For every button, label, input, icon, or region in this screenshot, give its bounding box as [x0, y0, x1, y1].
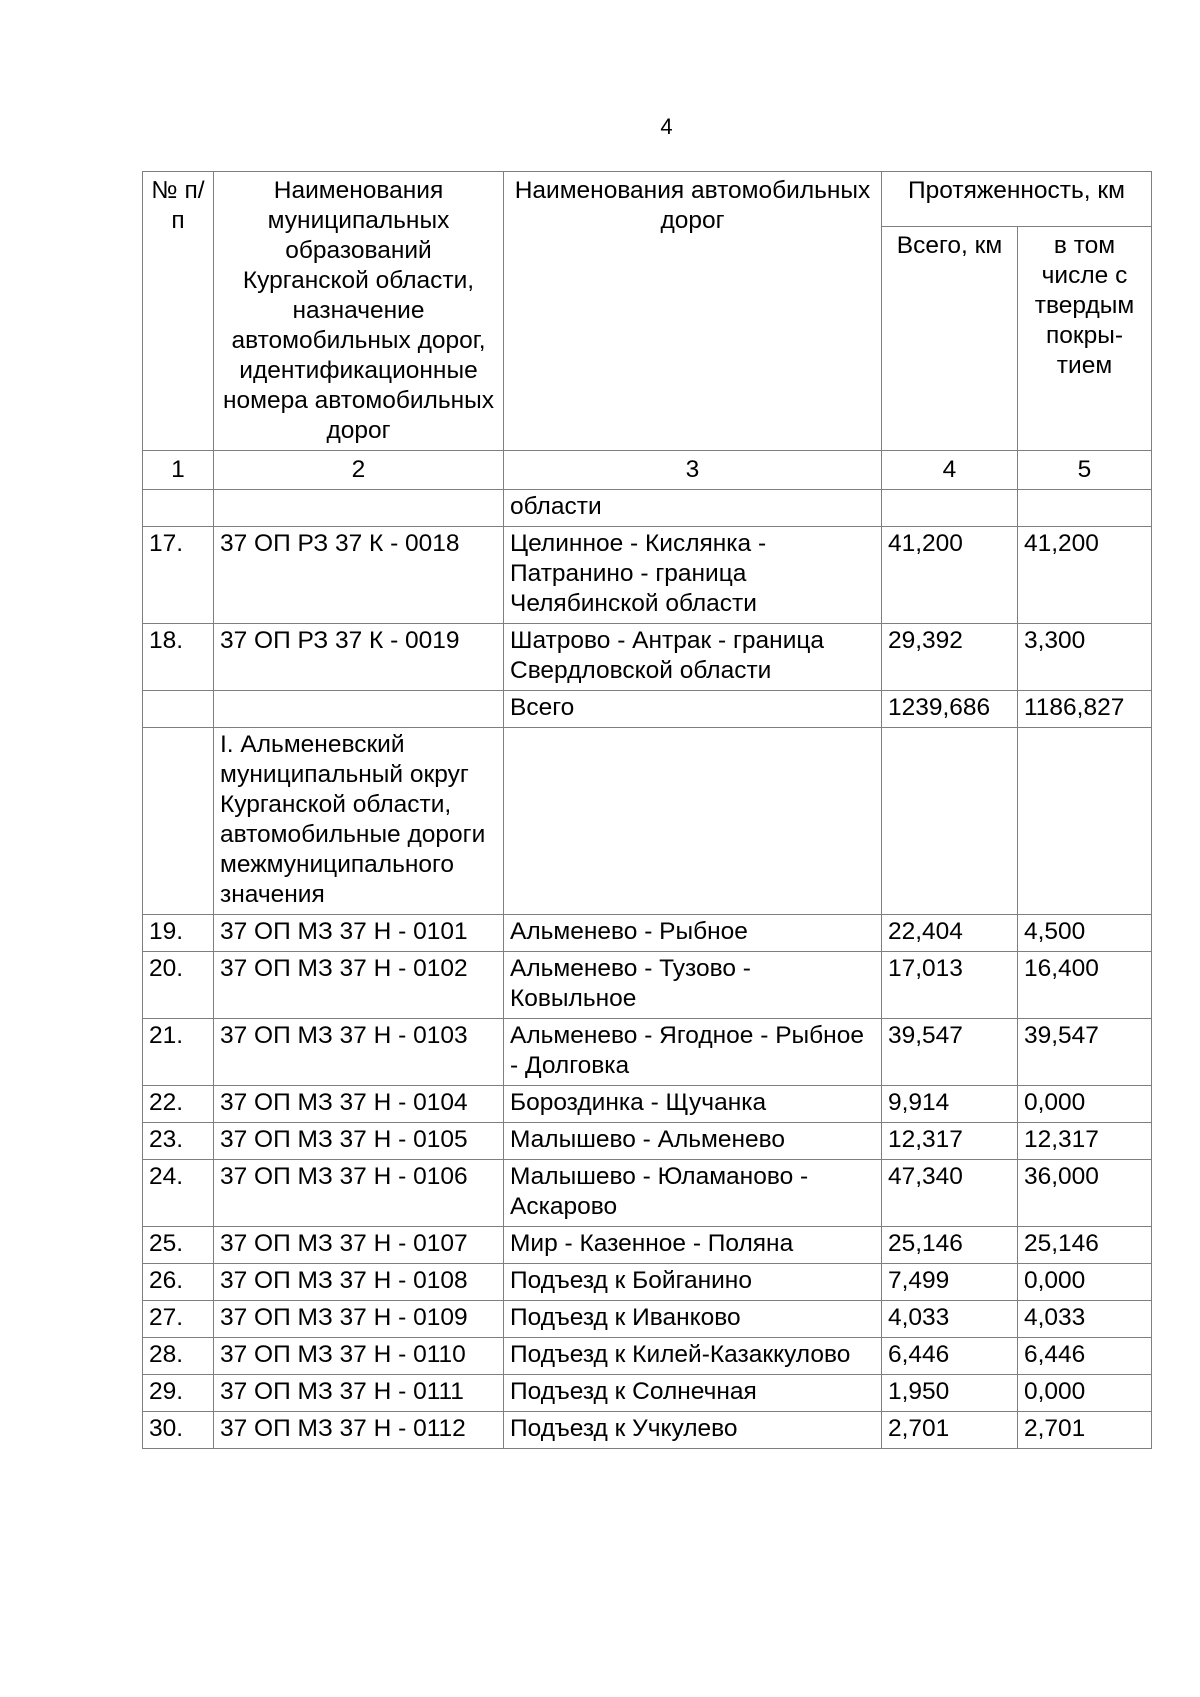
road-name — [504, 728, 882, 915]
row-number: 21. — [143, 1019, 214, 1086]
table-row — [143, 1264, 1152, 1301]
row-number: 24. — [143, 1160, 214, 1227]
table-row — [143, 1375, 1152, 1412]
total-length: 22,404 — [882, 915, 1018, 952]
paved-length — [1018, 728, 1152, 915]
total-length: 17,013 — [882, 952, 1018, 1019]
header-length-group: Протяженность, км — [882, 172, 1152, 227]
table-row — [143, 624, 1152, 691]
paved-length: 41,200 — [1018, 527, 1152, 624]
road-id: 37 ОП МЗ 37 Н - 0110 — [214, 1338, 504, 1375]
road-name: Шатрово - Антрак - граница Свердловской области — [504, 624, 882, 691]
road-name: Подъезд к Бойганино — [504, 1264, 882, 1301]
table-row — [143, 1227, 1152, 1264]
road-id: 37 ОП МЗ 37 Н - 0104 — [214, 1086, 504, 1123]
total-length: 2,701 — [882, 1412, 1018, 1449]
road-id: I. Альменевский муниципальный округ Курганской области, автомобильные дороги межмуниципального значения — [214, 728, 504, 915]
paved-length: 12,317 — [1018, 1123, 1152, 1160]
paved-length: 16,400 — [1018, 952, 1152, 1019]
road-id: 37 ОП МЗ 37 Н - 0109 — [214, 1301, 504, 1338]
road-id: 37 ОП МЗ 37 Н - 0111 — [214, 1375, 504, 1412]
road-name: Альменево - Ягодное - Рыбное - Долговка — [504, 1019, 882, 1086]
total-length: 4,033 — [882, 1301, 1018, 1338]
road-id: 37 ОП МЗ 37 Н - 0101 — [214, 915, 504, 952]
row-number: 18. — [143, 624, 214, 691]
row-number: 25. — [143, 1227, 214, 1264]
total-length: 9,914 — [882, 1086, 1018, 1123]
paved-length — [1018, 490, 1152, 527]
row-number: 26. — [143, 1264, 214, 1301]
column-number: 5 — [1018, 451, 1152, 490]
table-row — [143, 527, 1152, 624]
total-length: 1239,686 — [882, 691, 1018, 728]
header-paved-length: в том числе с твердым покры- тием — [1018, 226, 1152, 450]
road-name: Альменево - Тузово - Ковыльное — [504, 952, 882, 1019]
road-name: области — [504, 490, 882, 527]
table-header — [143, 172, 1152, 490]
total-length: 6,446 — [882, 1338, 1018, 1375]
road-id: 37 ОП МЗ 37 Н - 0106 — [214, 1160, 504, 1227]
road-name: Всего — [504, 691, 882, 728]
paved-length: 36,000 — [1018, 1160, 1152, 1227]
row-number — [143, 691, 214, 728]
total-length: 12,317 — [882, 1123, 1018, 1160]
total-length: 29,392 — [882, 624, 1018, 691]
total-length: 7,499 — [882, 1264, 1018, 1301]
column-number: 4 — [882, 451, 1018, 490]
header-municipality: Наименования муниципальных образований Курганской области, назначение автомобильных дорог, идентификационные номера автомобильных дорог — [214, 172, 504, 451]
paved-length: 0,000 — [1018, 1264, 1152, 1301]
road-id: 37 ОП МЗ 37 Н - 0108 — [214, 1264, 504, 1301]
road-id: 37 ОП МЗ 37 Н - 0102 — [214, 952, 504, 1019]
total-length: 25,146 — [882, 1227, 1018, 1264]
table-row — [143, 952, 1152, 1019]
road-id: 37 ОП МЗ 37 Н - 0105 — [214, 1123, 504, 1160]
page-number: 4 — [660, 114, 673, 139]
table-body — [143, 490, 1152, 1449]
table-row — [143, 1412, 1152, 1449]
paved-length: 3,300 — [1018, 624, 1152, 691]
road-name: Подъезд к Килей-Казаккулово — [504, 1338, 882, 1375]
road-name: Альменево - Рыбное — [504, 915, 882, 952]
road-id — [214, 490, 504, 527]
table-row — [143, 728, 1152, 915]
table-row — [143, 1086, 1152, 1123]
paved-length: 39,547 — [1018, 1019, 1152, 1086]
paved-length: 2,701 — [1018, 1412, 1152, 1449]
paved-length: 4,033 — [1018, 1301, 1152, 1338]
header-total-length: Всего, км — [882, 226, 1018, 450]
road-name: Малышево - Юламаново - Аскарово — [504, 1160, 882, 1227]
paved-length: 1186,827 — [1018, 691, 1152, 728]
road-name: Подъезд к Иванково — [504, 1301, 882, 1338]
paved-length: 0,000 — [1018, 1375, 1152, 1412]
roads-table — [142, 171, 1152, 1449]
total-length — [882, 490, 1018, 527]
column-number: 3 — [504, 451, 882, 490]
row-number: 17. — [143, 527, 214, 624]
road-id: 37 ОП РЗ 37 К - 0018 — [214, 527, 504, 624]
header-number: № п/п — [143, 172, 214, 451]
table-row — [143, 490, 1152, 527]
road-id: 37 ОП РЗ 37 К - 0019 — [214, 624, 504, 691]
row-number: 20. — [143, 952, 214, 1019]
column-number: 1 — [143, 451, 214, 490]
paved-length: 25,146 — [1018, 1227, 1152, 1264]
total-length: 39,547 — [882, 1019, 1018, 1086]
table-row — [143, 915, 1152, 952]
row-number: 28. — [143, 1338, 214, 1375]
table-row — [143, 691, 1152, 728]
row-number: 29. — [143, 1375, 214, 1412]
road-id: 37 ОП МЗ 37 Н - 0103 — [214, 1019, 504, 1086]
road-name: Бороздинка - Щучанка — [504, 1086, 882, 1123]
row-number — [143, 728, 214, 915]
column-numbering-row — [143, 451, 1152, 490]
total-length — [882, 728, 1018, 915]
paved-length: 0,000 — [1018, 1086, 1152, 1123]
table-row — [143, 1338, 1152, 1375]
total-length: 41,200 — [882, 527, 1018, 624]
road-id: 37 ОП МЗ 37 Н - 0107 — [214, 1227, 504, 1264]
column-number: 2 — [214, 451, 504, 490]
table-row — [143, 1019, 1152, 1086]
table-row — [143, 1123, 1152, 1160]
row-number: 27. — [143, 1301, 214, 1338]
row-number — [143, 490, 214, 527]
row-number: 19. — [143, 915, 214, 952]
road-name: Подъезд к Учкулево — [504, 1412, 882, 1449]
road-name: Мир - Казенное - Поляна — [504, 1227, 882, 1264]
road-name: Подъезд к Солнечная — [504, 1375, 882, 1412]
road-name: Целинное - Кислянка - Патранино - граница Челябинской области — [504, 527, 882, 624]
header-road-name: Наименования автомобильных дорог — [504, 172, 882, 451]
road-id: 37 ОП МЗ 37 Н - 0112 — [214, 1412, 504, 1449]
table-row — [143, 1301, 1152, 1338]
paved-length: 4,500 — [1018, 915, 1152, 952]
total-length: 47,340 — [882, 1160, 1018, 1227]
paved-length: 6,446 — [1018, 1338, 1152, 1375]
row-number: 30. — [143, 1412, 214, 1449]
row-number: 23. — [143, 1123, 214, 1160]
road-id — [214, 691, 504, 728]
row-number: 22. — [143, 1086, 214, 1123]
total-length: 1,950 — [882, 1375, 1018, 1412]
table-row — [143, 1160, 1152, 1227]
road-name: Малышево - Альменево — [504, 1123, 882, 1160]
